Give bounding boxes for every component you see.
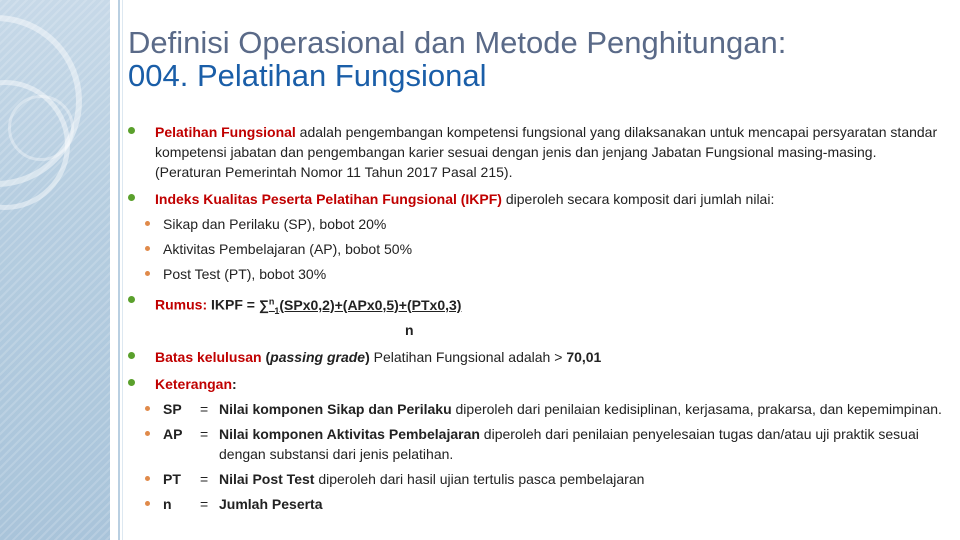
keterangan-bold: Jumlah Peserta: [219, 496, 323, 513]
sub-bullet-dot-icon: [145, 271, 150, 276]
sub-bullet-dot-icon: [145, 476, 150, 481]
keterangan-bold: Nilai komponen Sikap dan Perilaku: [219, 401, 452, 418]
keterangan-bold: Nilai komponen Aktivitas Pembelajaran: [219, 426, 480, 443]
definition-term: Pelatihan Fungsional: [155, 124, 296, 140]
formula-expression: (SPx0,2)+(APx0,5)+(PTx0,3): [279, 296, 462, 313]
ikpf-component: [145, 264, 943, 284]
sigma-subscript: 1: [274, 305, 280, 316]
ikpf-text: diperoleh secara komposit dari jumlah nilai:: [501, 191, 775, 207]
divider-line: [118, 0, 120, 540]
ikpf-component: [145, 239, 943, 259]
rumus-formula: [258, 296, 462, 316]
keterangan-list: [145, 399, 943, 514]
keterangan-eq: =: [200, 471, 209, 488]
keterangan-abbr: PT: [163, 471, 181, 488]
keterangan-eq: =: [200, 426, 209, 443]
keterangan-eq: =: [200, 496, 209, 513]
title-line-2: 004. Pelatihan Fungsional: [128, 58, 487, 93]
keterangan-abbr: n: [163, 496, 172, 513]
bullet-dot-icon: [128, 127, 135, 134]
keterangan-bold: Nilai Post Test: [219, 471, 315, 488]
definition-text: adalah pengembangan kompetensi fungsional yang dilaksanakan untuk mencapai persyaratan standar kompetensi jabatan dan pengembangan karier sesuai dengan jenis dan jenjang Jabatan Fungsional masing-masing. (Peraturan Pemerintah Nomor 11 Tahun 2017 Pasal 215).: [155, 124, 938, 180]
component-label: Aktivitas Pembelajaran (AP), bobot 50%: [163, 241, 413, 257]
slide-title: [128, 26, 786, 92]
keterangan-text: diperoleh dari penilaian penyelesaian tugas dan/atau uji praktik sesuai dengan substansi dari jenis pelatihan.: [219, 426, 919, 463]
keterangan-abbr: AP: [163, 426, 183, 443]
bullet-keterangan: [128, 374, 943, 514]
sub-bullet-dot-icon: [145, 431, 150, 436]
bullet-dot-icon: [128, 379, 135, 386]
keterangan-item: [145, 424, 943, 464]
component-label: Post Test (PT), bobot 30%: [163, 266, 327, 282]
keterangan-label: Keterangan: [155, 376, 233, 393]
sub-bullet-dot-icon: [145, 221, 150, 226]
keterangan-text: diperoleh dari hasil ujian tertulis pasca pembelajaran: [314, 471, 645, 488]
batas-paren-close: ): [365, 349, 370, 366]
batas-value: 70,01: [566, 349, 602, 366]
bullet-dot-icon: [128, 194, 135, 201]
sub-bullet-dot-icon: [145, 246, 150, 251]
slide-content: [128, 0, 950, 540]
sidebar-arc-decoration: [8, 95, 74, 161]
keterangan-abbr: SP: [163, 401, 182, 418]
rumus-prefix: IKPF =: [207, 296, 259, 313]
bullet-rumus: [128, 291, 943, 340]
keterangan-colon: :: [232, 376, 237, 393]
divider-line: [122, 0, 123, 540]
sub-bullet-dot-icon: [145, 406, 150, 411]
keterangan-eq: =: [200, 401, 209, 418]
ikpf-component-list: [145, 214, 943, 284]
decorative-sidebar: [0, 0, 110, 540]
keterangan-text: diperoleh dari penilaian kedisiplinan, kerjasama, prakarsa, dan kepemimpinan.: [451, 401, 942, 418]
batas-italic: passing grade: [270, 349, 366, 366]
rumus-denominator: n: [405, 322, 414, 339]
bullet-batas: [128, 347, 943, 367]
sigma-symbol: ∑: [258, 296, 269, 313]
batas-paren-open: (: [261, 349, 271, 366]
keterangan-item: [145, 399, 943, 419]
batas-term: Batas kelulusan: [155, 349, 262, 366]
rumus-label: Rumus:: [155, 296, 208, 313]
component-label: Sikap dan Perilaku (SP), bobot 20%: [163, 216, 387, 232]
bullet-list: [128, 122, 943, 521]
keterangan-item: [145, 494, 943, 514]
sigma-superscript: n: [268, 296, 275, 306]
ikpf-term: Indeks Kualitas Peserta Pelatihan Fungsional (IKPF): [155, 191, 502, 207]
bullet-ikpf: [128, 189, 943, 284]
ikpf-component: [145, 214, 943, 234]
batas-text: Pelatihan Fungsional adalah >: [369, 349, 567, 366]
bullet-dot-icon: [128, 296, 135, 303]
bullet-definition: [128, 122, 943, 182]
title-line-1: Definisi Operasional dan Metode Penghitungan:: [128, 25, 787, 60]
keterangan-item: [145, 469, 943, 489]
sub-bullet-dot-icon: [145, 501, 150, 506]
bullet-dot-icon: [128, 352, 135, 359]
